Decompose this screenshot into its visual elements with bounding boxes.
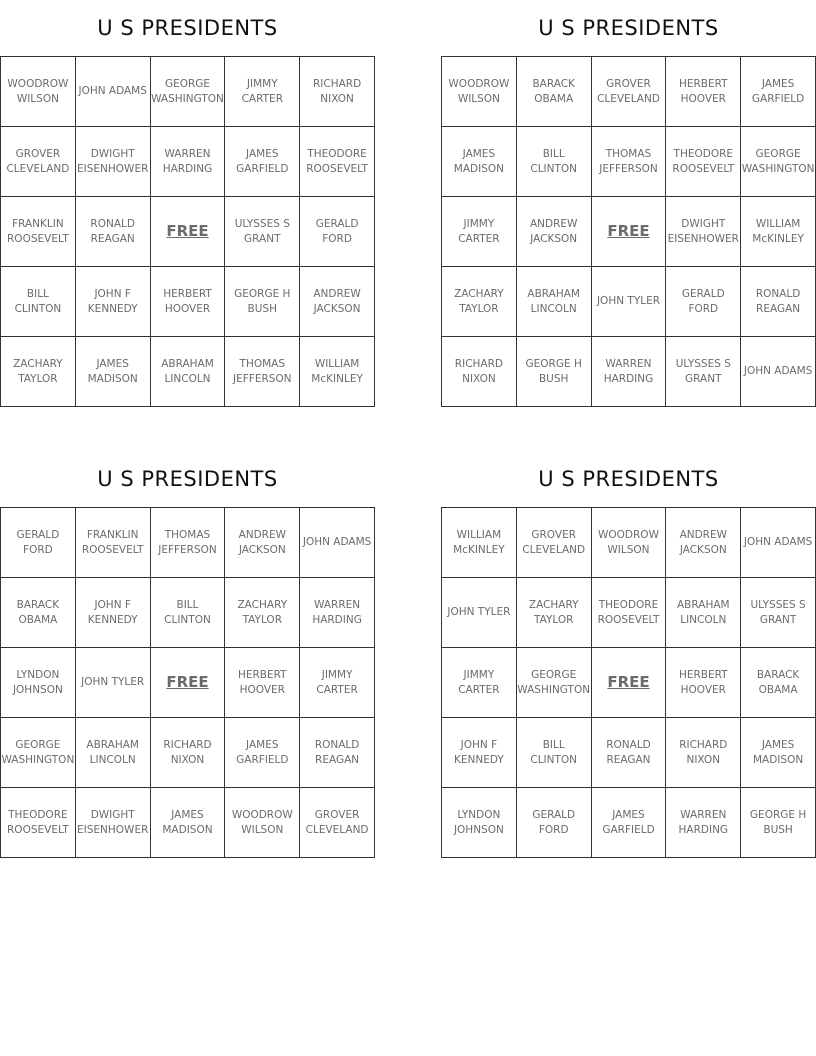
bingo-cell: BARACK OBAMA <box>517 57 592 127</box>
bingo-cell: JOHN ADAMS <box>741 337 816 407</box>
bingo-cell: WOODROW WILSON <box>1 57 76 127</box>
bingo-cell: GERALD FORD <box>517 788 592 858</box>
bingo-cell: RONALD REAGAN <box>300 718 375 788</box>
card-title: U S PRESIDENTS <box>97 467 278 491</box>
bingo-cell: ULYSSES S GRANT <box>741 578 816 648</box>
bingo-cell: ULYSSES S GRANT <box>225 197 300 267</box>
bingo-cell: ANDREW JACKSON <box>300 267 375 337</box>
bingo-cell: GROVER CLEVELAND <box>517 508 592 578</box>
bingo-cell: GERALD FORD <box>300 197 375 267</box>
bingo-cell: WOODROW WILSON <box>225 788 300 858</box>
card-title: U S PRESIDENTS <box>538 467 719 491</box>
bingo-cell: HERBERT HOOVER <box>666 648 741 718</box>
bingo-card-4 <box>441 451 816 858</box>
bingo-cell: GEORGE H BUSH <box>225 267 300 337</box>
bingo-cell: GROVER CLEVELAND <box>300 788 375 858</box>
bingo-cell: GEORGE WASHINGTON <box>151 57 226 127</box>
bingo-cell: ZACHARY TAYLOR <box>442 267 517 337</box>
bingo-cell: JOHN TYLER <box>592 267 667 337</box>
bingo-cell: THEODORE ROOSEVELT <box>592 578 667 648</box>
bingo-cell: RONALD REAGAN <box>741 267 816 337</box>
bingo-cell: DWIGHT EISENHOWER <box>76 788 151 858</box>
bingo-cell: THEODORE ROOSEVELT <box>300 127 375 197</box>
bingo-cell: HERBERT HOOVER <box>225 648 300 718</box>
bingo-cell: ABRAHAM LINCOLN <box>517 267 592 337</box>
bingo-cell: THEODORE ROOSEVELT <box>666 127 741 197</box>
bingo-cell: GERALD FORD <box>666 267 741 337</box>
bingo-cell: GERALD FORD <box>1 508 76 578</box>
bingo-card-3 <box>0 451 375 858</box>
bingo-cell: BILL CLINTON <box>517 127 592 197</box>
bingo-cell: JIMMY CARTER <box>225 57 300 127</box>
bingo-cell: ANDREW JACKSON <box>666 508 741 578</box>
bingo-cell: WILLIAM McKINLEY <box>300 337 375 407</box>
bingo-cell: JOHN F KENNEDY <box>76 578 151 648</box>
bingo-cell: GROVER CLEVELAND <box>1 127 76 197</box>
free-space: FREE <box>151 648 226 718</box>
bingo-cell: THOMAS JEFFERSON <box>225 337 300 407</box>
bingo-cell: WARREN HARDING <box>666 788 741 858</box>
bingo-cell: WILLIAM McKINLEY <box>442 508 517 578</box>
bingo-cell: THEODORE ROOSEVELT <box>1 788 76 858</box>
bingo-cell: ANDREW JACKSON <box>517 197 592 267</box>
bingo-cell: GROVER CLEVELAND <box>592 57 667 127</box>
bingo-cell: WILLIAM McKINLEY <box>741 197 816 267</box>
bingo-cell: ABRAHAM LINCOLN <box>151 337 226 407</box>
bingo-cell: HERBERT HOOVER <box>666 57 741 127</box>
bingo-cell: ANDREW JACKSON <box>225 508 300 578</box>
bingo-cell: JOHN TYLER <box>76 648 151 718</box>
bingo-cell: JAMES MADISON <box>151 788 226 858</box>
bingo-cell: JAMES GARFIELD <box>741 57 816 127</box>
bingo-cell: JIMMY CARTER <box>442 648 517 718</box>
free-space: FREE <box>592 197 667 267</box>
bingo-cell: THOMAS JEFFERSON <box>592 127 667 197</box>
bingo-cell: JAMES MADISON <box>76 337 151 407</box>
bingo-cell: JAMES GARFIELD <box>592 788 667 858</box>
bingo-cell: ZACHARY TAYLOR <box>1 337 76 407</box>
bingo-cell: JIMMY CARTER <box>442 197 517 267</box>
bingo-cell: GEORGE WASHINGTON <box>741 127 816 197</box>
bingo-grid <box>441 56 816 407</box>
bingo-cell: GEORGE H BUSH <box>517 337 592 407</box>
free-space: FREE <box>592 648 667 718</box>
bingo-cell: THOMAS JEFFERSON <box>151 508 226 578</box>
bingo-cell: WARREN HARDING <box>151 127 226 197</box>
bingo-cell: GEORGE WASHINGTON <box>517 648 592 718</box>
bingo-cell: DWIGHT EISENHOWER <box>76 127 151 197</box>
bingo-cell: ULYSSES S GRANT <box>666 337 741 407</box>
bingo-grid <box>0 507 375 858</box>
bingo-cell: WARREN HARDING <box>592 337 667 407</box>
card-title: U S PRESIDENTS <box>538 16 719 40</box>
bingo-cell: BILL CLINTON <box>151 578 226 648</box>
bingo-cell: ABRAHAM LINCOLN <box>76 718 151 788</box>
bingo-cell: JOHN TYLER <box>442 578 517 648</box>
bingo-cell: LYNDON JOHNSON <box>1 648 76 718</box>
bingo-cell: RICHARD NIXON <box>666 718 741 788</box>
bingo-cell: GEORGE WASHINGTON <box>1 718 76 788</box>
bingo-cell: WARREN HARDING <box>300 578 375 648</box>
bingo-cell: WOODROW WILSON <box>442 57 517 127</box>
free-space: FREE <box>151 197 226 267</box>
bingo-cell: JOHN ADAMS <box>741 508 816 578</box>
bingo-cell: JOHN F KENNEDY <box>76 267 151 337</box>
bingo-cell: RONALD REAGAN <box>592 718 667 788</box>
bingo-cell: JAMES GARFIELD <box>225 127 300 197</box>
bingo-grid <box>0 56 375 407</box>
bingo-cell: BARACK OBAMA <box>1 578 76 648</box>
bingo-cell: RICHARD NIXON <box>300 57 375 127</box>
card-title: U S PRESIDENTS <box>97 16 278 40</box>
bingo-cell: WOODROW WILSON <box>592 508 667 578</box>
bingo-cell: JAMES GARFIELD <box>225 718 300 788</box>
bingo-cell: JIMMY CARTER <box>300 648 375 718</box>
bingo-cell: JAMES MADISON <box>741 718 816 788</box>
bingo-cell: JOHN ADAMS <box>300 508 375 578</box>
bingo-cell: RICHARD NIXON <box>442 337 517 407</box>
bingo-cell: BILL CLINTON <box>1 267 76 337</box>
bingo-card-2 <box>441 0 816 407</box>
bingo-cell: BARACK OBAMA <box>741 648 816 718</box>
bingo-cell: JOHN ADAMS <box>76 57 151 127</box>
bingo-cell: LYNDON JOHNSON <box>442 788 517 858</box>
bingo-cell: FRANKLIN ROOSEVELT <box>76 508 151 578</box>
bingo-cell: BILL CLINTON <box>517 718 592 788</box>
bingo-cell: ABRAHAM LINCOLN <box>666 578 741 648</box>
bingo-cell: JOHN F KENNEDY <box>442 718 517 788</box>
bingo-cell: GEORGE H BUSH <box>741 788 816 858</box>
bingo-cell: ZACHARY TAYLOR <box>517 578 592 648</box>
bingo-cell: ZACHARY TAYLOR <box>225 578 300 648</box>
bingo-cell: RONALD REAGAN <box>76 197 151 267</box>
bingo-cell: FRANKLIN ROOSEVELT <box>1 197 76 267</box>
bingo-cell: HERBERT HOOVER <box>151 267 226 337</box>
bingo-cell: JAMES MADISON <box>442 127 517 197</box>
bingo-card-1 <box>0 0 375 407</box>
bingo-cell: RICHARD NIXON <box>151 718 226 788</box>
bingo-grid <box>441 507 816 858</box>
bingo-cell: DWIGHT EISENHOWER <box>666 197 741 267</box>
